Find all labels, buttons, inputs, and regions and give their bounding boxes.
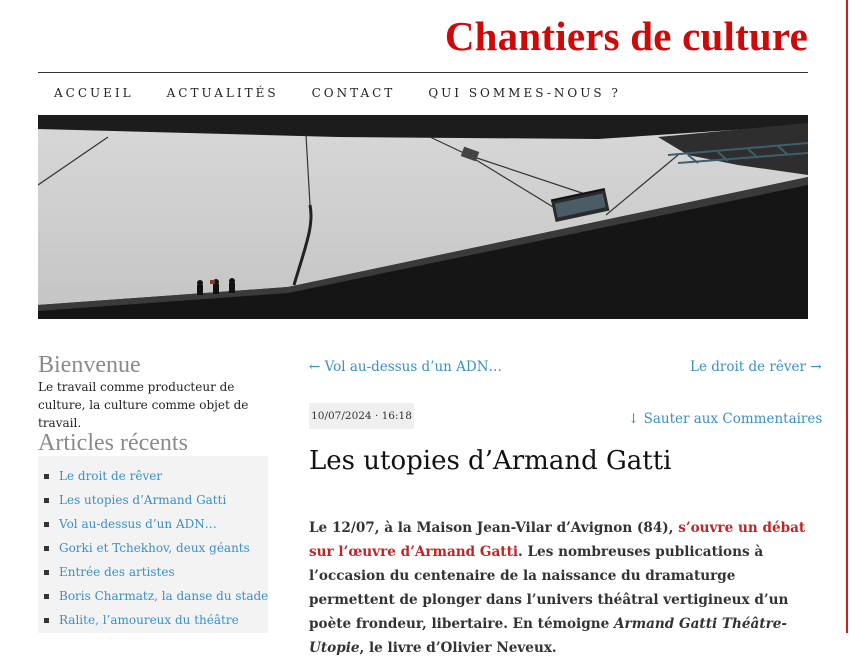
- list-item: [38, 514, 217, 534]
- site-title[interactable]: Chantiers de culture: [444, 13, 808, 59]
- recent-article-link[interactable]: Gorki et Tchekhov, deux géants: [59, 541, 250, 555]
- post-body: [309, 516, 814, 660]
- skip-to-comments-link[interactable]: ↓ Sauter aux Commentaires: [628, 411, 823, 427]
- post-body-text: Le 12/07, à la Maison Jean-Vilar d’Avignon (84),: [309, 520, 679, 536]
- next-post-link[interactable]: Le droit de rêver →: [690, 359, 822, 375]
- welcome-heading: Bienvenue: [38, 352, 141, 378]
- list-item: [38, 610, 239, 630]
- bullet-icon: [44, 546, 49, 551]
- bullet-icon: [44, 522, 49, 527]
- post-date-badge: 10/07/2024 · 16:18: [309, 403, 414, 429]
- post-body-text: , le livre d’Olivier Neveux.: [359, 640, 557, 656]
- nav-item-contact[interactable]: CONTACT: [311, 86, 396, 100]
- welcome-text: Le travail comme producteur de culture, la culture comme objet de travail.: [38, 380, 249, 430]
- header-divider: [38, 72, 808, 73]
- bullet-icon: [44, 570, 49, 575]
- nav-item-accueil[interactable]: ACCUEIL: [54, 86, 134, 100]
- list-item: [38, 538, 250, 558]
- bullet-icon: [44, 474, 49, 479]
- list-item: [38, 586, 268, 606]
- recent-article-link[interactable]: Le droit de rêver: [59, 469, 163, 483]
- list-item: [38, 562, 175, 582]
- previous-post-link[interactable]: ← Vol au-dessus d’un ADN…: [309, 359, 503, 375]
- recent-article-link[interactable]: Vol au-dessus d’un ADN…: [59, 517, 217, 531]
- recent-articles-heading: Articles récents: [38, 430, 188, 456]
- main-nav: [54, 86, 654, 100]
- bullet-icon: [44, 498, 49, 503]
- post-body-text: . Les nombreuses publications à l’occasion du centenaire de la naissance du dramaturge permettent de plonger dans l’univers théâtral vertigineux d’un poète frondeur, libertaire. En témoigne: [309, 544, 789, 632]
- book-title: Armand Gatti Théâtre-Utopie: [309, 616, 788, 656]
- post-title: Les utopies d’Armand Gatti: [309, 446, 672, 476]
- debate-link[interactable]: s’ouvre un débat sur l’œuvre d’Armand Gatti: [309, 520, 806, 560]
- right-edge-rule: [846, 0, 848, 633]
- list-item: [38, 490, 226, 510]
- nav-item-actualites[interactable]: ACTUALITÉS: [166, 86, 279, 100]
- recent-article-link[interactable]: Entrée des artistes: [59, 565, 175, 579]
- recent-article-link[interactable]: Boris Charmatz, la danse du stade: [59, 589, 269, 603]
- banner-photo: [38, 115, 808, 319]
- bullet-icon: [44, 594, 49, 599]
- bullet-icon: [44, 618, 49, 623]
- recent-article-link[interactable]: Les utopies d’Armand Gatti: [59, 493, 227, 507]
- header-banner-image: [38, 115, 808, 319]
- recent-article-link[interactable]: Ralite, l’amoureux du théâtre: [59, 613, 239, 627]
- recent-articles-list: [38, 456, 268, 633]
- nav-item-qui-sommes-nous[interactable]: QUI SOMMES-NOUS ?: [428, 86, 621, 100]
- list-item: [38, 466, 162, 486]
